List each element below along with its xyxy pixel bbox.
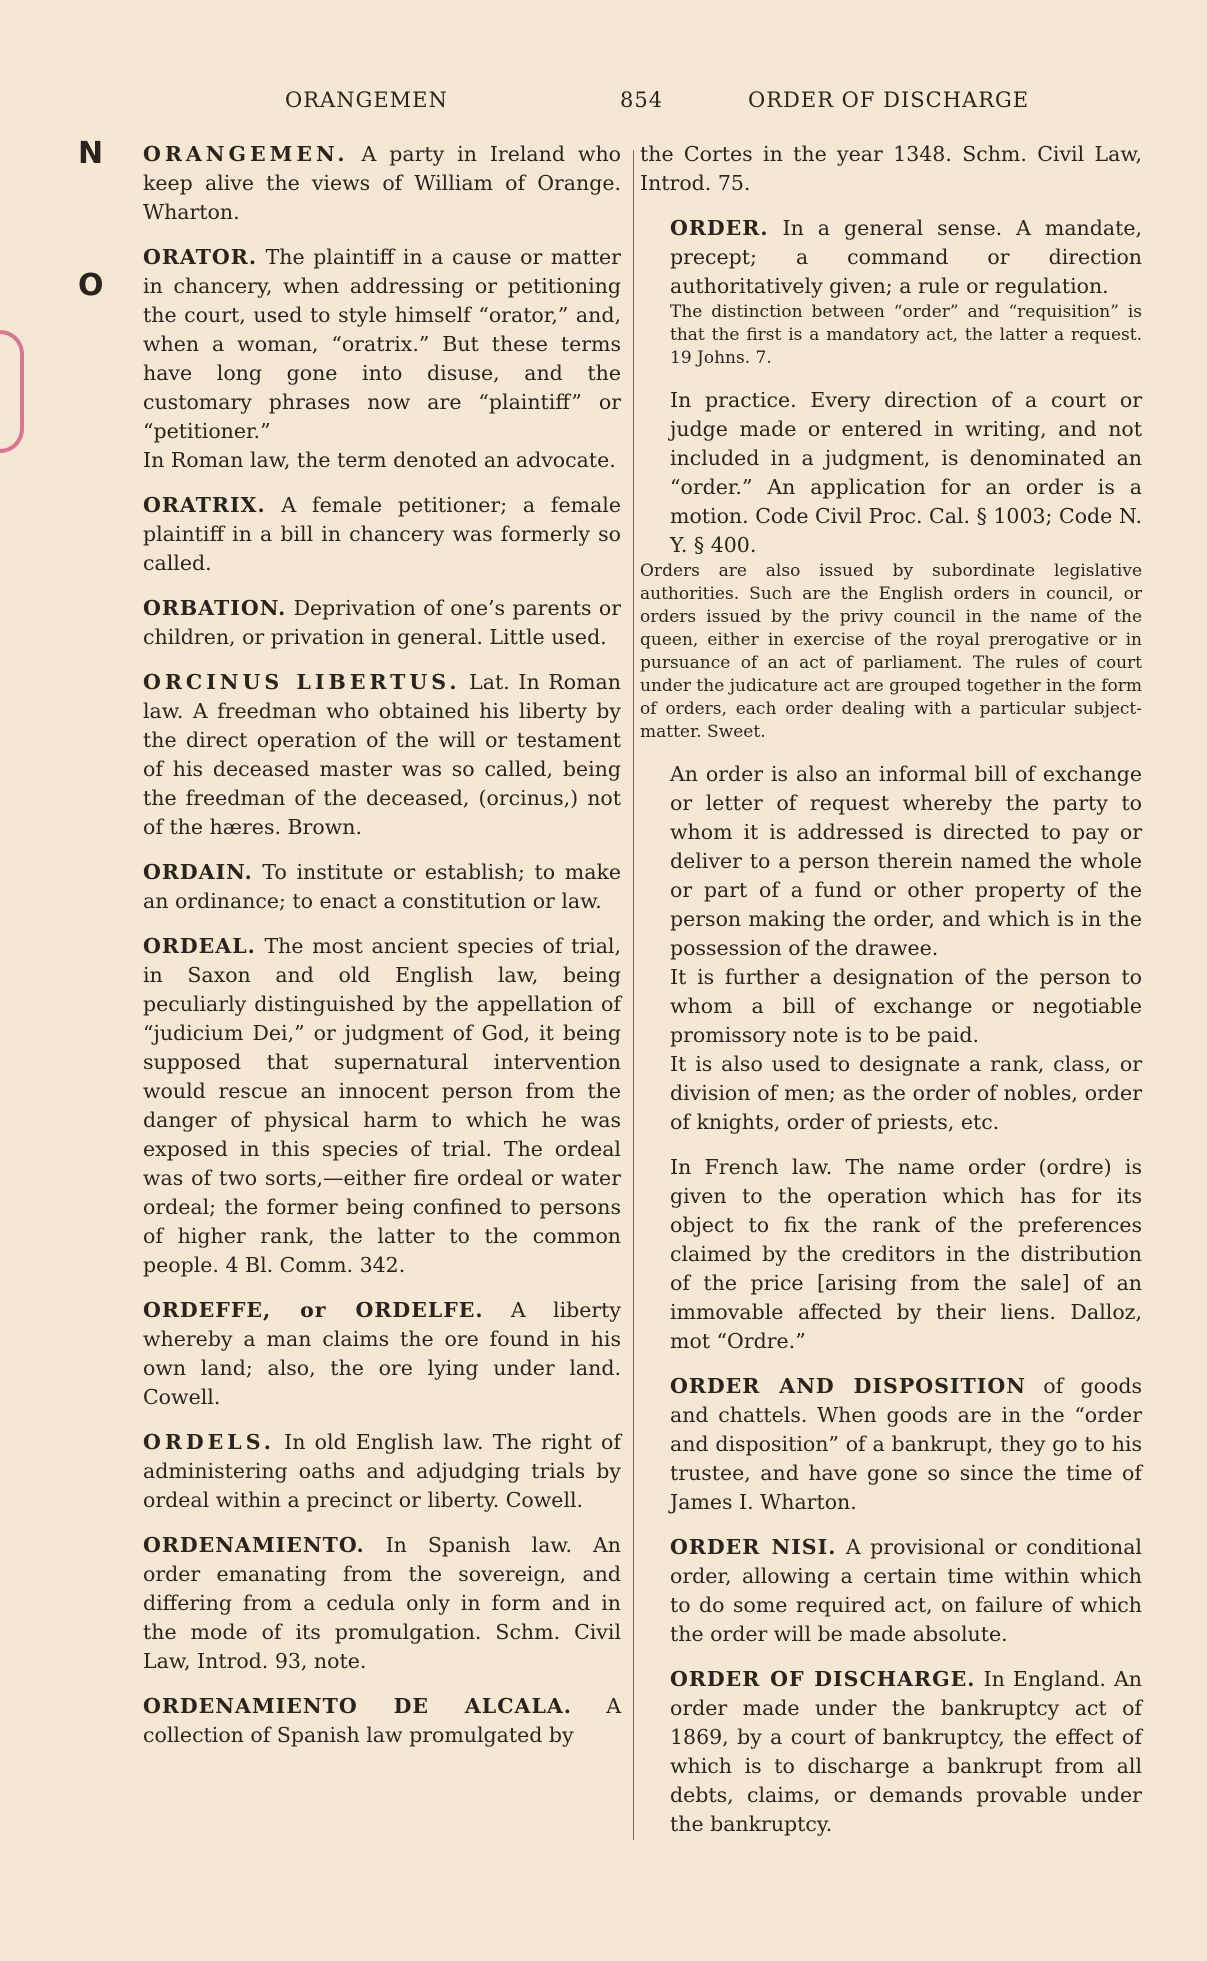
entry-orcinus-libertus xyxy=(113,668,621,842)
definition: The plaintiff in a cause or matter in chancery, when addressing or petitioning the court, used to style himself “orator,” and, when a woman, “oratrix.” But these terms have long gone into disuse, and the customary phrases now are “plaintiff” or “petitioner.” xyxy=(143,245,621,443)
page-number: 854 xyxy=(620,88,664,112)
entry-ordain xyxy=(113,858,621,916)
definition: The distinction between “order” and “requisition” is that the first is a mandatory act, the latter a request. 19 Johns. 7. xyxy=(670,302,1142,368)
entry-order-french-law xyxy=(640,1153,1142,1356)
entry-order xyxy=(640,214,1142,301)
headword: ORDER OF DISCHARGE. xyxy=(670,1667,976,1691)
headword: ORATOR. xyxy=(143,245,257,269)
entry-order-bill xyxy=(640,760,1142,963)
entry-orbation xyxy=(113,594,621,652)
definition: In a general sense. A mandate, precept; a command or direction authoritatively given; a rule or regulation. xyxy=(670,216,1142,298)
running-head-first-word: ORANGEMEN xyxy=(285,88,448,112)
definition: A collection of Spanish law promulgated by xyxy=(143,1694,621,1747)
entry-order-and-disposition xyxy=(640,1372,1142,1517)
entry-order-of-discharge xyxy=(640,1665,1142,1839)
headword: ORBATION. xyxy=(143,596,287,620)
entry-orangemen xyxy=(113,140,621,227)
definition: In practice. Every direction of a court or judge made or entered in writing, and not included in a judgment, is denominated an “order.” An application for an order is a motion. Code Civil Proc. Cal. § 1003; Code N. Y. § 400. xyxy=(670,388,1142,557)
headword: ORDEFFE, or ORDELFE. xyxy=(143,1298,484,1322)
definition: The most ancient species of trial, in Saxon and old English law, being peculiarly distinguished by the appellation of “judicium Dei,” or judgment of God, it being supposed that supernatural intervention would rescue an innocent person from the danger of physical harm to which he was exposed in this species of trial. The ordeal was of two sorts,—either fire ordeal or water ordeal; the former being confined to persons of higher rank, the latter to the common people. 4 Bl. Comm. 342. xyxy=(143,934,621,1277)
entry-ordenamiento xyxy=(113,1531,621,1676)
column-divider xyxy=(633,150,634,1840)
definition: In Roman law, the term denoted an advocate. xyxy=(143,448,616,472)
definition: In old English law. The right of administering oaths and adjudging trials by ordeal within a precinct or liberty. Cowell. xyxy=(143,1430,621,1512)
entry-ordels xyxy=(113,1428,621,1515)
definition: It is further a designation of the person to whom a bill of exchange or negotiable promissory note is to be paid. xyxy=(670,965,1142,1047)
entry-order-nisi xyxy=(640,1533,1142,1649)
headword: ORDENAMIENTO. xyxy=(143,1533,365,1557)
thumb-index-o: O xyxy=(78,268,104,303)
right-column xyxy=(640,140,1142,1855)
pink-ink-mark xyxy=(0,330,24,453)
headword: ORDER. xyxy=(670,216,769,240)
headword: ORDER NISI. xyxy=(670,1535,837,1559)
definition: A party in Ireland who keep alive the views of William of Orange. Wharton. xyxy=(143,142,621,224)
headword: ORATRIX. xyxy=(143,493,266,517)
definition: A female petitioner; a female plaintiff in a bill in chancery was formerly so called. xyxy=(143,493,621,575)
headword: ORANGEMEN. xyxy=(143,142,349,166)
definition: In French law. The name order (ordre) is given to the operation which has for its object to fix the rank of the preferences claimed by the creditors in the distribution of the price [arising from the sale] of an immovable affected by their liens. Dalloz, mot “Ordre.” xyxy=(670,1155,1142,1353)
entry-order-in-practice xyxy=(640,386,1142,560)
definition: A provisional or conditional order, allowing a certain time within which to do some required act, on failure of which the order will be made absolute. xyxy=(670,1535,1142,1646)
definition: Deprivation of one’s parents or children, or privation in general. Little used. xyxy=(143,596,621,649)
entry-orator xyxy=(113,243,621,446)
headword: ORCINUS LIBERTUS. xyxy=(143,670,461,694)
definition: To institute or establish; to make an ordinance; to enact a constitution or law. xyxy=(143,860,621,913)
definition: In Spanish law. An order emanating from the sovereign, and differing from a cedula only in form and in the mode of its promulgation. Schm. Civil Law, Introd. 93, note. xyxy=(143,1533,621,1673)
entry-order-designation xyxy=(640,963,1142,1050)
headword: ORDEAL. xyxy=(143,934,256,958)
running-head xyxy=(0,88,1207,118)
entry-ordenamiento-de-alcala-continued xyxy=(640,140,1142,198)
definition: of goods and chattels. When goods are in the “order and disposition” of a bankrupt, they go to his trustee, and have gone so since the time of James I. Wharton. xyxy=(670,1374,1142,1514)
definition: An order is also an informal bill of exchange or letter of request whereby the party to whom it is addressed is directed to pay or deliver to a person therein named the whole or part of a fund or other property of the person making the order, and which is in the possession of the drawee. xyxy=(670,762,1142,960)
entry-ordeffe xyxy=(113,1296,621,1412)
definition: Lat. In Roman law. A freedman who obtained his liberty by the direct operation of the will or testament of his deceased master was so called, being the freedman of the deceased, (orcinus,) not of the hæres. Brown. xyxy=(143,670,621,839)
headword: ORDER AND DISPOSITION xyxy=(670,1374,1026,1398)
definition: Orders are also issued by subordinate legislative authorities. Such are the English orders in council, or orders issued by the privy council in the name of the queen, either in exercise of the royal prerogative or in pursuance of an act of parliament. The rules of court under the judicature act are grouped together in the form of orders, each order dealing with a particular subject-matter. Sweet. xyxy=(640,561,1142,742)
entry-order-rank xyxy=(640,1050,1142,1137)
definition: the Cortes in the year 1348. Schm. Civil Law, Introd. 75. xyxy=(640,142,1142,195)
left-column xyxy=(113,140,621,1766)
entry-order-note-distinction xyxy=(640,301,1142,370)
headword: ORDELS. xyxy=(143,1430,275,1454)
entry-order-note-orders xyxy=(640,560,1142,744)
headword: ORDENAMIENTO DE ALCALA. xyxy=(143,1694,572,1718)
entry-ordeal xyxy=(113,932,621,1280)
headword: ORDAIN. xyxy=(143,860,253,884)
entry-orator-continued xyxy=(113,446,621,475)
running-head-last-word: ORDER OF DISCHARGE xyxy=(748,88,1030,112)
definition: It is also used to designate a rank, class, or division of men; as the order of nobles, order of knights, order of priests, etc. xyxy=(670,1052,1142,1134)
entry-oratrix xyxy=(113,491,621,578)
definition: In England. An order made under the bankruptcy act of 1869, by a court of bankruptcy, the effect of which is to discharge a bankrupt from all debts, claims, or demands provable under the bankruptcy. xyxy=(670,1667,1142,1836)
definition: A liberty whereby a man claims the ore found in his own land; also, the ore lying under land. Cowell. xyxy=(143,1298,621,1409)
entry-ordenamiento-de-alcala xyxy=(113,1692,621,1750)
thumb-index-n: N xyxy=(78,136,104,171)
